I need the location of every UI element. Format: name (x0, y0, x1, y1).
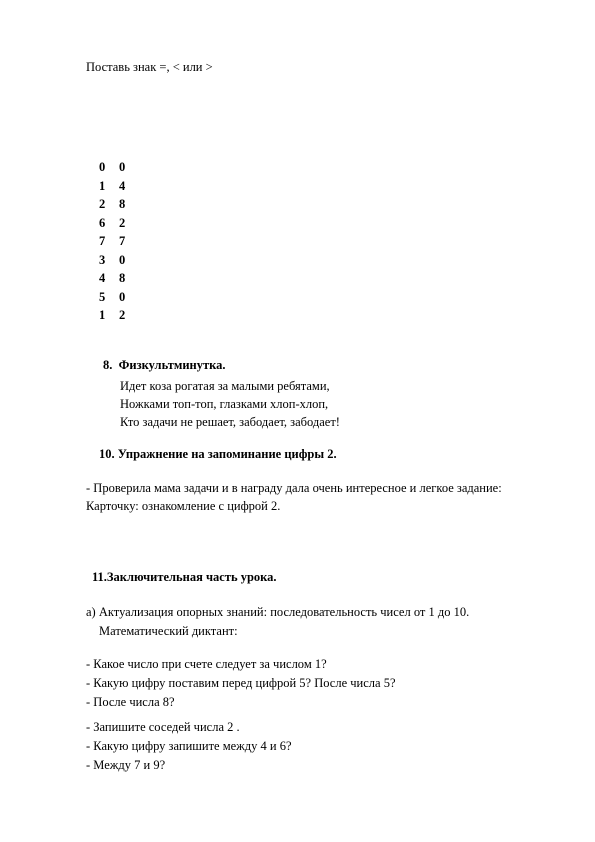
comparison-pairs (99, 160, 139, 327)
pair-right-number: 8 (119, 197, 126, 211)
pair-right-number: 0 (119, 252, 126, 267)
poem (120, 379, 340, 433)
poem-line: Кто задачи не решает, забодает, забодает! (120, 415, 340, 429)
pair-right-number: 2 (119, 215, 126, 230)
poem-line: Идет коза рогатая за малыми ребятами, (120, 379, 330, 393)
comparison-pair-row (99, 216, 139, 235)
task-line-1: - Проверила мама задачи и в награду дала очень интересное и легкое задание: (86, 481, 502, 495)
pair-left-number: 6 (99, 215, 106, 230)
question-item: - После числа 8? (86, 695, 175, 709)
pair-left-number: 3 (99, 252, 106, 267)
section-10-heading: 10. Упражнение на запоминание цифры 2. (99, 447, 337, 461)
subsection-a-line-1: а) Актуализация опорных знаний: последовательность чисел от 1 до 10. (86, 605, 470, 619)
subsection-a-line-2: Математический диктант: (99, 624, 238, 638)
task-line-2: Карточку: ознакомление с цифрой 2. (86, 499, 281, 513)
questions-group-1 (86, 657, 396, 714)
question-item: - Запишите соседей числа 2 . (86, 720, 240, 734)
question-item: - Какую цифру поставим перед цифрой 5? После числа 5? (86, 676, 396, 690)
comparison-pair-row (99, 179, 139, 198)
pair-right-number: 0 (119, 289, 126, 304)
compare-instruction: Поставь знак =, < или > (86, 60, 213, 74)
pair-left-number: 4 (99, 271, 106, 285)
comparison-pair-row (99, 197, 139, 216)
pair-right-number: 7 (119, 234, 126, 248)
pair-left-number: 1 (99, 178, 106, 193)
comparison-pair-row (99, 290, 139, 309)
section-11-heading: 11.Заключительная часть урока. (92, 570, 277, 584)
pair-right-number: 0 (119, 160, 126, 174)
pair-right-number: 4 (119, 178, 126, 193)
pair-left-number: 1 (99, 308, 106, 322)
section-8-heading (103, 358, 226, 373)
comparison-pair-row (99, 253, 139, 272)
pair-left-number: 5 (99, 289, 106, 304)
question-item: - Какое число при счете следует за числом 1? (86, 657, 327, 671)
section-8-number: 8. (103, 358, 113, 372)
questions-group-2 (86, 720, 292, 777)
question-item: - Какую цифру запишите между 4 и 6? (86, 739, 292, 753)
comparison-pair-row (99, 234, 139, 253)
section-8-title: Физкультминутка. (118, 358, 226, 372)
poem-line: Ножками топ-топ, глазками хлоп-хлоп, (120, 397, 329, 411)
pair-left-number: 0 (99, 160, 106, 174)
pair-left-number: 7 (99, 234, 106, 248)
pair-left-number: 2 (99, 197, 106, 211)
pair-right-number: 8 (119, 271, 126, 285)
comparison-pair-row (99, 271, 139, 290)
question-item: - Между 7 и 9? (86, 758, 166, 772)
comparison-pair-row (99, 160, 139, 179)
pair-right-number: 2 (119, 308, 126, 322)
comparison-pair-row (99, 308, 139, 327)
